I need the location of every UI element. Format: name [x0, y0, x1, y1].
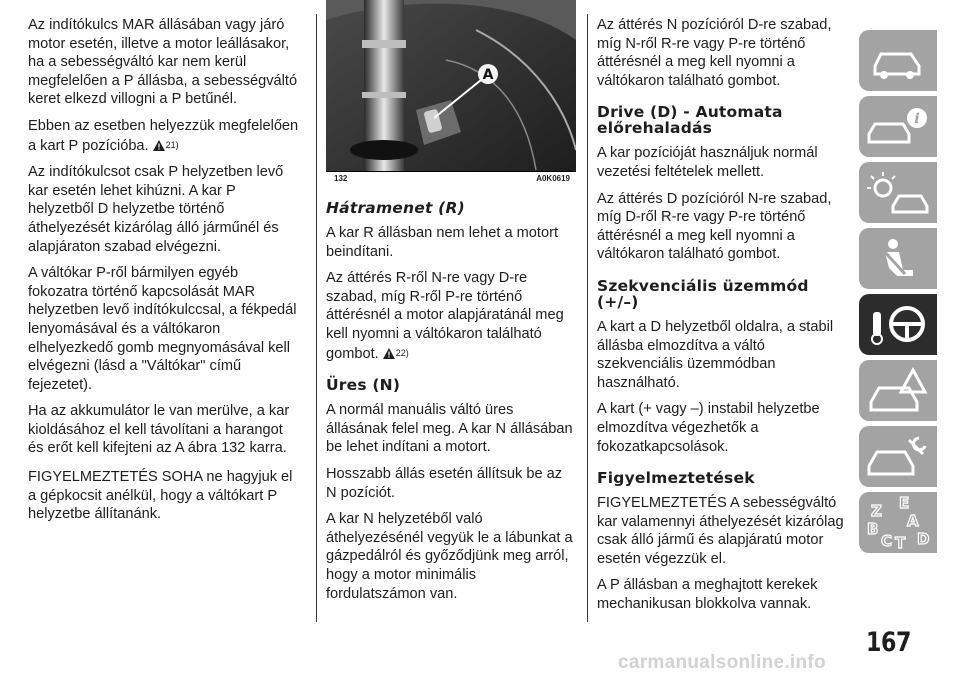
paragraph: Az indítókulcsot csak P helyzetben levő kar esetén lehet kihúzni. A kar P helyzetből D helyzetbe történő áthelyezését kizárólag álló járműnél és alapjáraton szabad elvégezni.: [28, 164, 284, 255]
paragraph: A kar pozícióját használjuk normál vezetési feltételek mellett.: [597, 145, 818, 180]
footnote-ref: 21): [165, 139, 179, 150]
text-column-3: [597, 16, 847, 622]
emergency-icon: [859, 360, 937, 421]
maintenance-icon: [859, 426, 937, 487]
index-letter: D: [917, 530, 930, 548]
paragraph: A váltókar P-ről bármilyen egyéb fokozatra történő kapcsolását MAR helyzetben levő indítókulccsal, a fékpedál lenyomásával és a váltókaron elhelyezkedő gomb megnyomásával kell elvégezni (lásd a "Váltókar" című fejezetet).: [28, 265, 297, 393]
warning-paragraph: FIGYELMEZTETÉS SOHA ne hagyjuk el a gépkocsit anélkül, hogy a váltókart P helyzetbe állítanánk.: [28, 469, 293, 523]
figure-code: A0K0619: [536, 174, 570, 183]
index-letter: Z: [871, 502, 882, 520]
footnote-ref: 22): [395, 347, 409, 358]
paragraph: A kart (+ vagy –) instabil helyzetbe elmozdítva végezhetők a fokozatkapcsolások.: [597, 401, 820, 455]
figure-number: 132: [334, 174, 348, 183]
paragraph: [28, 117, 300, 155]
tab-technical-data[interactable]: [859, 492, 937, 553]
text-column-1: [28, 16, 300, 532]
paragraph: Az indítókulcs MAR állásában vagy járó motor esetén, illetve a motor leállásakor, ha a sebességváltó kar nem kerül megfelelően a P állásba, a sebességváltó keret elkezd villogni a P betűnél.: [28, 17, 298, 108]
paragraph: A kar R állásban nem lehet a motort beindítani.: [326, 225, 558, 260]
paragraph: A normál manuális váltó üres állásának felel meg. A kar N állásában be lehet indítani a motort.: [326, 402, 573, 456]
tab-emergency[interactable]: [859, 360, 937, 421]
paragraph: Az áttérés D pozícióról N-re szabad, míg D-ről R-re vagy P-re történő áttérésnél a meg kell nyomni a váltókaron található gombot.: [597, 190, 832, 263]
column-divider: [316, 14, 317, 622]
tab-maintenance[interactable]: [859, 426, 937, 487]
gear-lever-photo: [326, 0, 576, 186]
tab-seat-safety[interactable]: [859, 228, 937, 289]
tab-warning-lights[interactable]: [859, 162, 937, 223]
paragraph-text: Ebben az esetben helyezzük megfelelően a kart P pozícióba.: [28, 117, 299, 154]
column-divider: [587, 14, 588, 622]
paragraph: Hosszabb állás esetén állítsuk be az N pozíciót.: [326, 465, 563, 501]
section-heading: Drive (D) - Automata előrehaladás: [597, 103, 783, 138]
warning-triangle-icon: [383, 348, 395, 359]
section-heading: Hátramenet (R): [326, 199, 465, 217]
warning-paragraph: FIGYELMEZTETÉS A sebességváltó kar valamennyi áthelyezését kizárólag csak álló jármű és alapjáratú motor esetén végezzük el.: [597, 495, 844, 567]
text-column-2: [326, 16, 576, 611]
index-letter: C: [881, 532, 893, 550]
paragraph-text: Az áttérés R-ről N-re vagy D-re szabad, míg R-ről P-re történő áttérésnél a motor alapjáratánál meg kell nyomni a váltókaron található gombot.: [326, 270, 564, 362]
index-letter: T: [895, 534, 906, 552]
chapter-tabs: [859, 30, 937, 558]
svg-text:i: i: [914, 111, 920, 127]
warning-triangle-icon: [153, 140, 165, 151]
figure-caption: [326, 171, 576, 186]
paragraph: A kart a D helyzetből oldalra, a stabil állásba elmozdítva a váltó szekvenciális üzemmódban használható.: [597, 318, 834, 391]
paragraph: A P állásban a meghajtott kerekek mechanikusan blokkolva vannak.: [597, 577, 818, 613]
page-number: 167: [866, 627, 911, 658]
seat-safety-icon: [859, 228, 937, 289]
technical-data-icon: [859, 492, 937, 553]
index-letter: A: [907, 512, 919, 530]
watermark: carmanualsonline.info: [618, 652, 826, 673]
car-overview-icon: [859, 30, 937, 91]
index-letter: B: [867, 520, 879, 538]
starting-driving-icon: [859, 294, 937, 355]
tab-car-info[interactable]: [859, 96, 937, 157]
section-heading: Figyelmeztetések: [597, 469, 755, 488]
warning-lights-icon: [859, 162, 937, 223]
paragraph: A kar N helyzetéből való áthelyezésénél vegyük le a lábunkat a gázpedálról és győződjünk meg arról, hogy a motor minimális fordulatszámon van.: [326, 511, 573, 602]
tab-car-overview[interactable]: [859, 30, 937, 91]
paragraph: [326, 269, 576, 363]
tab-starting-driving[interactable]: [859, 294, 937, 355]
figure-label: A: [482, 67, 494, 83]
paragraph: Az áttérés N pozícióról D-re szabad, míg N-ről R-re vagy P-re történő áttérésnél a meg kell nyomni a váltókaron található gombot.: [597, 17, 832, 89]
section-heading: Üres (N): [326, 376, 401, 395]
paragraph: Ha az akkumulátor le van merülve, a kar kioldásához el kell távolítani a harangot és erőt kell kifejteni az A ábra 132 karra.: [28, 403, 290, 457]
index-letter: E: [899, 494, 910, 512]
section-heading: Szekvenciális üzemmód (+/–): [597, 276, 809, 311]
figure-132: [326, 0, 576, 186]
car-info-icon: [859, 96, 937, 157]
